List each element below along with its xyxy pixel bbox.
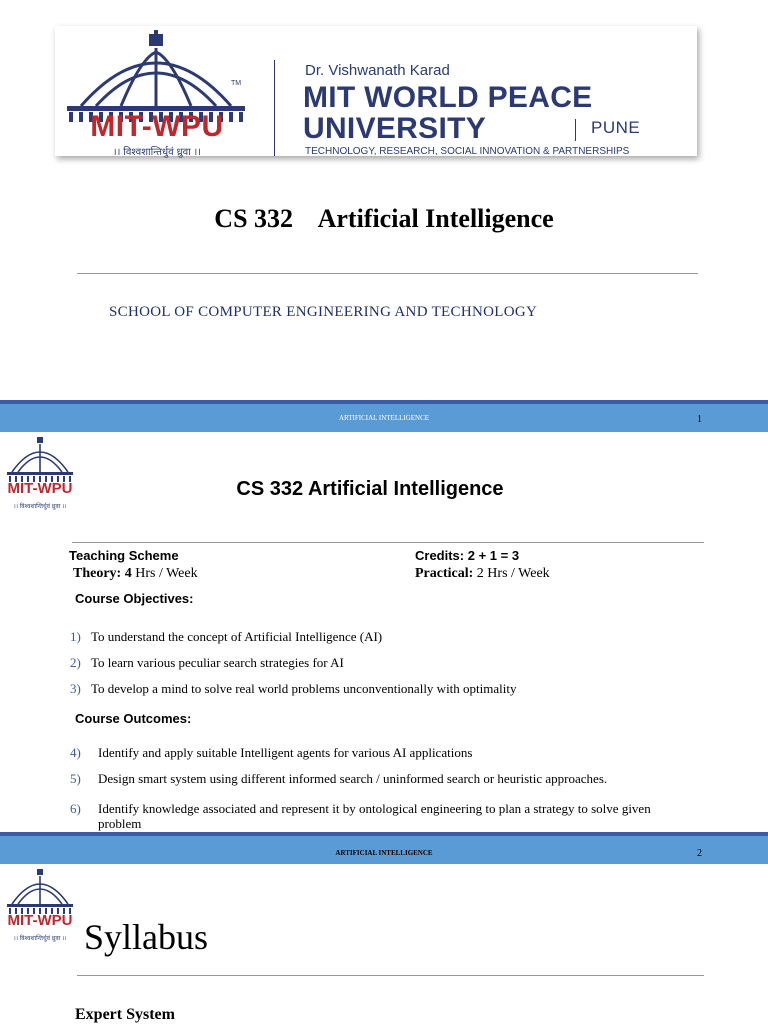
footer-text: ARTIFICIAL INTELLIGENCE	[338, 414, 430, 422]
small-logo	[2, 436, 78, 516]
city-separator	[575, 119, 576, 141]
logo-tagline: ।। विश्वशान्तिर्धुवं ध्रुवा ।।	[112, 147, 202, 158]
logo-tagline: ।। विश्वशान्तिर्धुवं ध्रुवा ।।	[13, 504, 67, 510]
founder-name: Dr. Vishwanath Karad	[305, 62, 450, 79]
title-divider	[72, 542, 704, 543]
slide-footer-bar	[0, 832, 768, 868]
credits-label: Credits: 2 + 1 = 3	[415, 548, 520, 563]
slide-3	[0, 864, 768, 1024]
list-item-text: To learn various peculiar search strategies for AI	[91, 655, 344, 670]
practical-value: 2 Hrs / Week	[476, 566, 550, 581]
banner-divider	[274, 60, 275, 156]
footer-text: ARTIFICIAL INTELLIGENCE	[335, 849, 433, 857]
section-heading: Expert System	[75, 1006, 175, 1023]
list-item-number: 4)	[70, 745, 81, 760]
list-item-text: Identify and apply suitable Intelligent agents for various AI applications	[98, 745, 473, 760]
list-item	[70, 771, 740, 789]
page-number: 2	[697, 848, 702, 859]
list-item-number: 3)	[70, 681, 81, 696]
university-city: PUNE	[591, 118, 641, 137]
list-item-text: Design smart system using different informed search / uninformed search or heuristic approaches.	[98, 771, 608, 786]
teaching-scheme-label: Teaching Scheme	[69, 548, 179, 563]
trademark-mark: TM	[231, 80, 242, 87]
list-item-text-continued: problem	[98, 816, 142, 831]
practical-label: Practical:	[415, 566, 474, 581]
slide-title: Syllabus	[84, 917, 209, 957]
university-name-line1: MIT WORLD PEACE	[303, 81, 593, 114]
slide-footer-bar	[0, 400, 768, 432]
slide-title: CS 332 Artificial Intelligence	[236, 478, 504, 500]
logo-wordmark: MIT-WPU	[7, 480, 73, 497]
title-divider	[77, 273, 698, 274]
slide-1	[0, 0, 768, 400]
theory-value: 4	[124, 566, 132, 581]
theory-unit: Hrs / Week	[135, 566, 198, 581]
slide-2	[0, 432, 768, 832]
list-item	[70, 655, 730, 673]
slide-title: CS 332 Artificial Intelligence	[214, 204, 554, 233]
practical-hours	[415, 566, 550, 582]
list-item-number: 6)	[70, 801, 81, 816]
university-name-line2: UNIVERSITY	[303, 112, 487, 145]
theory-hours	[73, 566, 198, 582]
course-objectives-heading: Course Objectives:	[75, 591, 194, 606]
school-name: SCHOOL OF COMPUTER ENGINEERING AND TECHNOLOGY	[109, 304, 538, 320]
list-item	[70, 801, 740, 832]
course-outcomes-heading: Course Outcomes:	[75, 711, 192, 726]
list-item	[70, 629, 730, 647]
list-item-number: 5)	[70, 771, 81, 786]
university-banner	[55, 26, 697, 156]
dome-logo-icon	[4, 436, 76, 484]
logo-wordmark: MIT-WPU	[7, 912, 73, 929]
theory-label: Theory:	[73, 566, 122, 581]
small-logo	[2, 868, 78, 948]
list-item-number: 2)	[70, 655, 81, 670]
title-divider	[77, 975, 704, 976]
list-item	[70, 681, 730, 699]
logo-wordmark: MIT-WPU	[90, 110, 224, 143]
list-item-text: To develop a mind to solve real world problems unconventionally with optimality	[91, 681, 517, 696]
logo-tagline: ।। विश्वशान्तिर्धुवं ध्रुवा ।।	[13, 936, 67, 942]
list-item	[70, 745, 740, 763]
university-motto: TECHNOLOGY, RESEARCH, SOCIAL INNOVATION & PARTNERSHIPS	[305, 146, 630, 157]
list-item-text: To understand the concept of Artificial Intelligence (AI)	[91, 629, 383, 644]
page-number: 1	[697, 414, 702, 425]
list-item-text: Identify knowledge associated and represent it by ontological engineering to plan a strategy to solve given	[98, 801, 651, 816]
list-item-number: 1)	[70, 629, 81, 644]
dome-logo-icon	[4, 868, 76, 916]
